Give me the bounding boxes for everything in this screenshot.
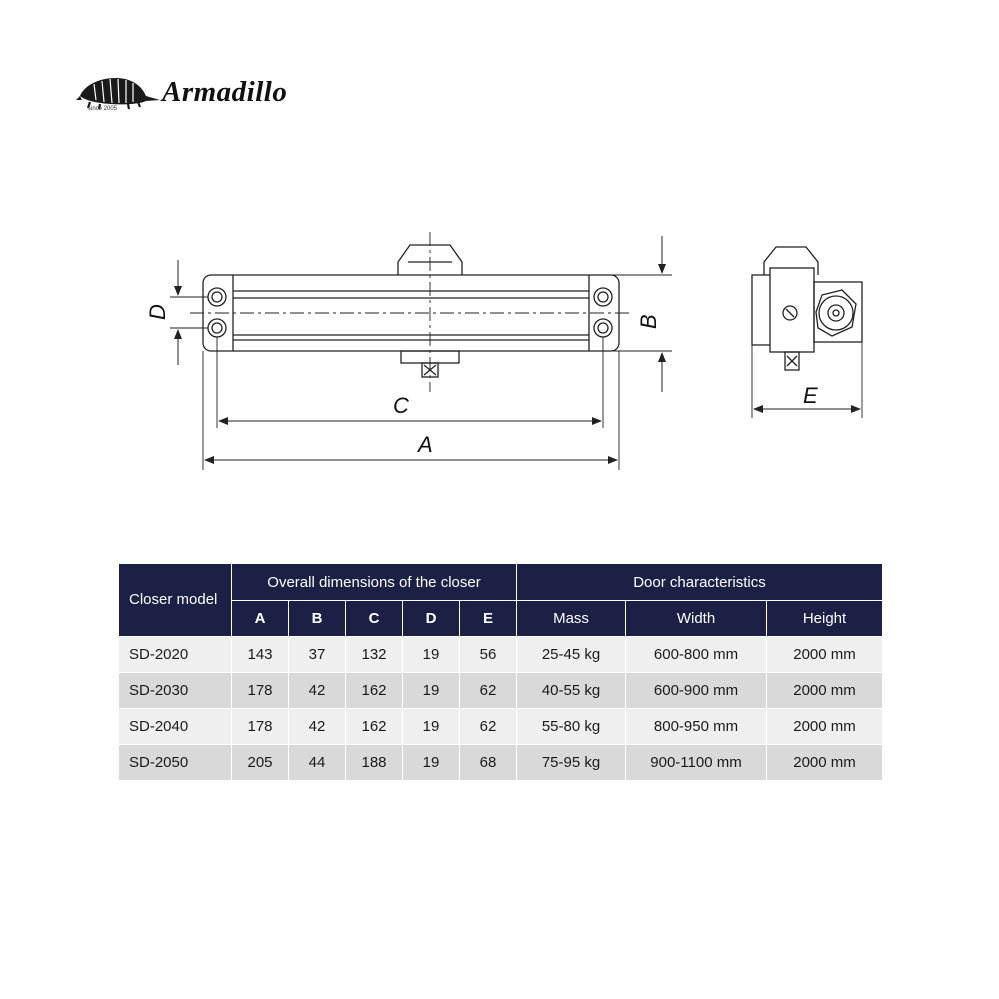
cell-height: 2000 mm — [767, 637, 883, 673]
cell-model: SD-2040 — [119, 709, 232, 745]
cell-model: SD-2020 — [119, 637, 232, 673]
cell-c: 162 — [346, 709, 403, 745]
brand-logo — [76, 70, 356, 120]
dimension-label-b: B — [636, 314, 661, 329]
cell-b: 42 — [289, 709, 346, 745]
brand-name: Armadillo — [162, 76, 288, 108]
cell-a: 178 — [232, 709, 289, 745]
table-row — [119, 637, 883, 673]
header-a: A — [232, 601, 289, 637]
cell-mass: 40-55 kg — [517, 673, 626, 709]
header-overall-dimensions: Overall dimensions of the closer — [232, 564, 517, 601]
cell-b: 44 — [289, 745, 346, 781]
brand-since: since 2005 — [88, 106, 118, 112]
cell-a: 178 — [232, 673, 289, 709]
cell-b: 37 — [289, 637, 346, 673]
cell-height: 2000 mm — [767, 745, 883, 781]
cell-width: 800-950 mm — [626, 709, 767, 745]
spec-table — [118, 563, 883, 781]
cell-e: 56 — [460, 637, 517, 673]
header-mass: Mass — [517, 601, 626, 637]
cell-mass: 25-45 kg — [517, 637, 626, 673]
header-door-characteristics: Door characteristics — [517, 564, 883, 601]
table-row — [119, 673, 883, 709]
cell-c: 132 — [346, 637, 403, 673]
cell-a: 143 — [232, 637, 289, 673]
cell-height: 2000 mm — [767, 673, 883, 709]
cell-height: 2000 mm — [767, 709, 883, 745]
dimension-label-d: D — [145, 304, 170, 320]
dimension-label-a: A — [418, 432, 433, 457]
cell-mass: 75-95 kg — [517, 745, 626, 781]
header-height: Height — [767, 601, 883, 637]
cell-width: 600-800 mm — [626, 637, 767, 673]
table-row — [119, 745, 883, 781]
header-closer-model: Closer model — [119, 564, 232, 637]
dimension-label-c: C — [393, 393, 409, 418]
table-subheader-row — [119, 601, 883, 637]
cell-d: 19 — [403, 745, 460, 781]
door-closer-drawing — [130, 222, 890, 472]
cell-c: 188 — [346, 745, 403, 781]
header-b: B — [289, 601, 346, 637]
cell-a: 205 — [232, 745, 289, 781]
dimension-label-e: E — [803, 383, 818, 408]
cell-model: SD-2050 — [119, 745, 232, 781]
cell-width: 600-900 mm — [626, 673, 767, 709]
cell-c: 162 — [346, 673, 403, 709]
table-header-row — [119, 564, 883, 601]
cell-model: SD-2030 — [119, 673, 232, 709]
table-row — [119, 709, 883, 745]
cell-e: 62 — [460, 673, 517, 709]
cell-mass: 55-80 kg — [517, 709, 626, 745]
cell-e: 62 — [460, 709, 517, 745]
cell-d: 19 — [403, 637, 460, 673]
cell-width: 900-1100 mm — [626, 745, 767, 781]
cell-d: 19 — [403, 673, 460, 709]
header-d: D — [403, 601, 460, 637]
header-c: C — [346, 601, 403, 637]
cell-e: 68 — [460, 745, 517, 781]
cell-b: 42 — [289, 673, 346, 709]
header-e: E — [460, 601, 517, 637]
header-width: Width — [626, 601, 767, 637]
cell-d: 19 — [403, 709, 460, 745]
